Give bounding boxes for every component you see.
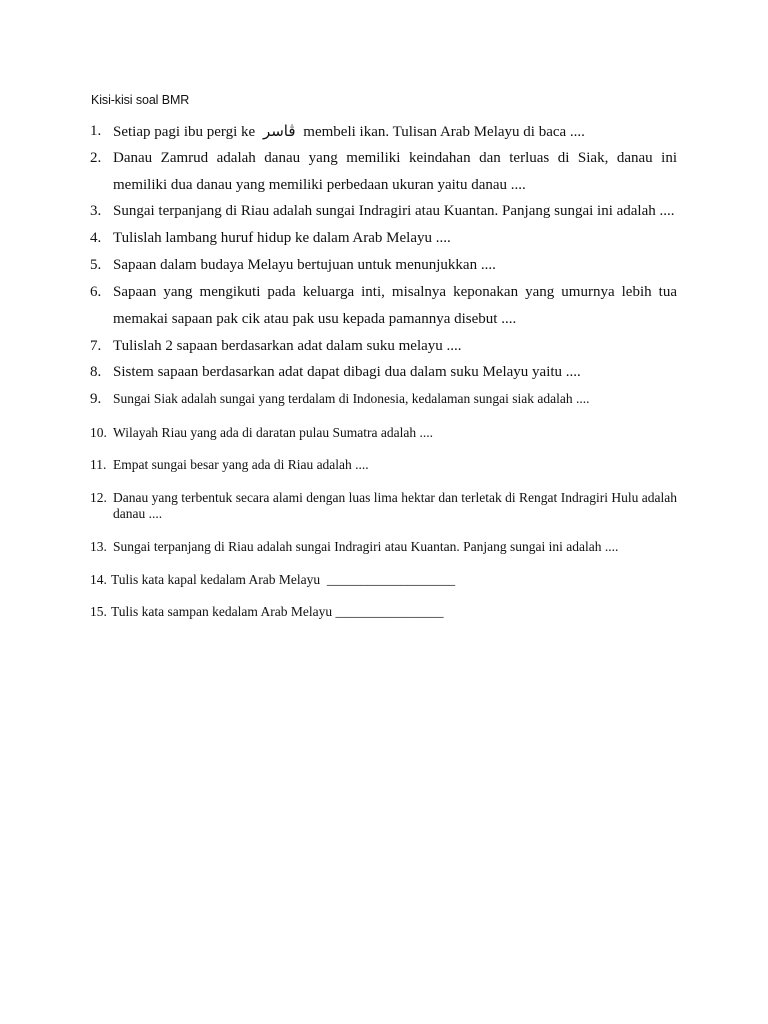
question-item bbox=[90, 118, 677, 146]
question-number: 7. bbox=[90, 338, 102, 354]
question-text: Tulislah 2 sapaan berdasarkan adat dalam suku melayu .... bbox=[113, 338, 462, 354]
question-text: Sapaan yang mengikuti pada keluarga inti, misalnya keponakan yang umurnya lebih tua memakai sapaan pak cik atau pak usu kepada pamannya disebut .... bbox=[113, 284, 677, 327]
question-item bbox=[90, 539, 677, 555]
question-item bbox=[90, 359, 677, 386]
question-number: 9. bbox=[90, 391, 102, 407]
answer-blank: ___________________ bbox=[326, 572, 456, 587]
question-text bbox=[113, 118, 677, 146]
question-text-before: Setiap pagi ibu pergi ke bbox=[113, 124, 256, 140]
question-item bbox=[90, 457, 677, 473]
question-text: Empat sungai besar yang ada di Riau adalah .... bbox=[113, 457, 369, 472]
question-number: 2. bbox=[90, 150, 102, 166]
question-text: Tulislah lambang huruf hidup ke dalam Arab Melayu .... bbox=[113, 230, 451, 246]
question-item bbox=[90, 572, 677, 588]
question-number: 1. bbox=[90, 123, 102, 139]
question-text: Danau Zamrud adalah danau yang memiliki keindahan dan terluas di Siak, danau ini memiliki dua danau yang memiliki perbedaan ukuran yaitu danau .... bbox=[113, 150, 677, 193]
question-item bbox=[90, 333, 677, 360]
question-text bbox=[111, 572, 677, 588]
question-number: 10. bbox=[90, 425, 107, 440]
question-number: 11. bbox=[90, 457, 107, 472]
question-text: Sapaan dalam budaya Melayu bertujuan untuk menunjukkan .... bbox=[113, 257, 496, 273]
question-text: Danau yang terbentuk secara alami dengan luas lima hektar dan terletak di Rengat Indragiri Hulu adalah danau .... bbox=[113, 490, 677, 521]
question-item bbox=[90, 425, 677, 441]
document-heading: Kisi-kisi soal BMR bbox=[91, 93, 190, 107]
question-text: Sungai terpanjang di Riau adalah sungai Indragiri atau Kuantan. Panjang sungai ini adalah .... bbox=[113, 539, 619, 554]
question-item bbox=[90, 604, 677, 620]
question-number: 6. bbox=[90, 284, 102, 300]
question-number: 8. bbox=[90, 364, 102, 380]
question-text bbox=[111, 604, 677, 620]
question-item bbox=[90, 145, 677, 199]
question-text: Sungai terpanjang di Riau adalah sungai Indragiri atau Kuantan. Panjang sungai ini adalah .... bbox=[113, 203, 675, 219]
question-item bbox=[90, 225, 677, 252]
arabic-word: ڤاسر bbox=[262, 122, 296, 140]
question-item bbox=[90, 490, 677, 522]
question-item bbox=[90, 198, 677, 225]
question-number: 12. bbox=[90, 490, 107, 505]
question-number: 14. bbox=[90, 572, 107, 587]
question-number: 3. bbox=[90, 203, 102, 219]
question-text: Wilayah Riau yang ada di daratan pulau Sumatra adalah .... bbox=[113, 425, 433, 440]
question-number: 4. bbox=[90, 230, 102, 246]
question-number: 5. bbox=[90, 257, 102, 273]
answer-blank: ________________ bbox=[335, 604, 444, 619]
question-text-after: membeli ikan. Tulisan Arab Melayu di baca .... bbox=[303, 124, 585, 140]
question-item bbox=[90, 252, 677, 279]
question-text: Sungai Siak adalah sungai yang terdalam di Indonesia, kedalaman sungai siak adalah .... bbox=[113, 391, 590, 406]
question-text: Sistem sapaan berdasarkan adat dapat dibagi dua dalam suku Melayu yaitu .... bbox=[113, 364, 581, 380]
question-number: 15. bbox=[90, 604, 107, 619]
question-number: 13. bbox=[90, 539, 107, 554]
question-text-body: Tulis kata kapal kedalam Arab Melayu bbox=[111, 572, 321, 587]
question-item bbox=[90, 391, 677, 407]
question-text-body: Tulis kata sampan kedalam Arab Melayu bbox=[111, 604, 333, 619]
question-item bbox=[90, 279, 677, 333]
